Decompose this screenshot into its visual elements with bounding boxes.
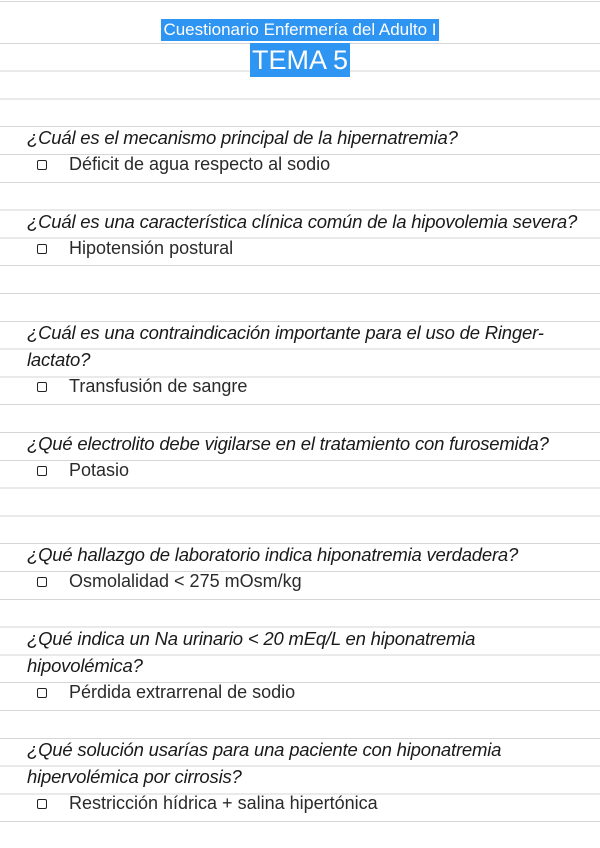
- question-item-1: [27, 124, 587, 178]
- question-item-5: [27, 541, 587, 595]
- question-text: ¿Cuál es una característica clínica común de la hipovolemia severa?: [27, 211, 578, 232]
- question-text: ¿Qué solución usarías para una paciente con hiponatremia hipervolémica por cirrosis?: [27, 739, 502, 787]
- question-item-7: [27, 736, 587, 817]
- answer-option[interactable]: [37, 457, 587, 484]
- checkbox-icon[interactable]: [37, 466, 47, 476]
- answer-text: Pérdida extrarrenal de sodio: [69, 682, 296, 702]
- answer-option[interactable]: [37, 373, 587, 400]
- question-item-2: [27, 208, 587, 262]
- checkbox-icon[interactable]: [37, 688, 47, 698]
- answer-text: Hipotensión postural: [69, 238, 234, 258]
- answer-text: Déficit de agua respecto al sodio: [69, 154, 331, 174]
- checkbox-icon[interactable]: [37, 244, 47, 254]
- checkbox-icon[interactable]: [37, 799, 47, 809]
- header: [0, 19, 600, 77]
- question-text: ¿Qué electrolito debe vigilarse en el tratamiento con furosemida?: [27, 433, 549, 454]
- checkbox-icon[interactable]: [37, 160, 47, 170]
- document-title: Cuestionario Enfermería del Adulto I: [163, 20, 437, 39]
- topic-title: TEMA 5: [251, 45, 349, 75]
- answer-text: Osmolalidad < 275 mOsm/kg: [69, 571, 302, 591]
- question-item-6: [27, 625, 587, 706]
- answer-text: Restricción hídrica + salina hipertónica: [69, 793, 378, 813]
- checkbox-icon[interactable]: [37, 577, 47, 587]
- question-text: ¿Cuál es el mecanismo principal de la hipernatremia?: [27, 127, 458, 148]
- checkbox-icon[interactable]: [37, 382, 47, 392]
- question-text: ¿Qué indica un Na urinario < 20 mEq/L en hiponatremia hipovolémica?: [27, 628, 476, 676]
- question-item-4: [27, 430, 587, 484]
- question-text: ¿Cuál es una contraindicación importante para el uso de Ringer-lactato?: [27, 322, 544, 370]
- answer-option[interactable]: [37, 235, 587, 262]
- answer-option[interactable]: [37, 568, 587, 595]
- answer-option[interactable]: [37, 790, 587, 817]
- answer-text: Potasio: [69, 460, 130, 480]
- answer-option[interactable]: [37, 679, 587, 706]
- answer-option[interactable]: [37, 151, 587, 178]
- answer-text: Transfusión de sangre: [69, 376, 248, 396]
- question-item-3: [27, 319, 587, 400]
- question-text: ¿Qué hallazgo de laboratorio indica hiponatremia verdadera?: [27, 544, 519, 565]
